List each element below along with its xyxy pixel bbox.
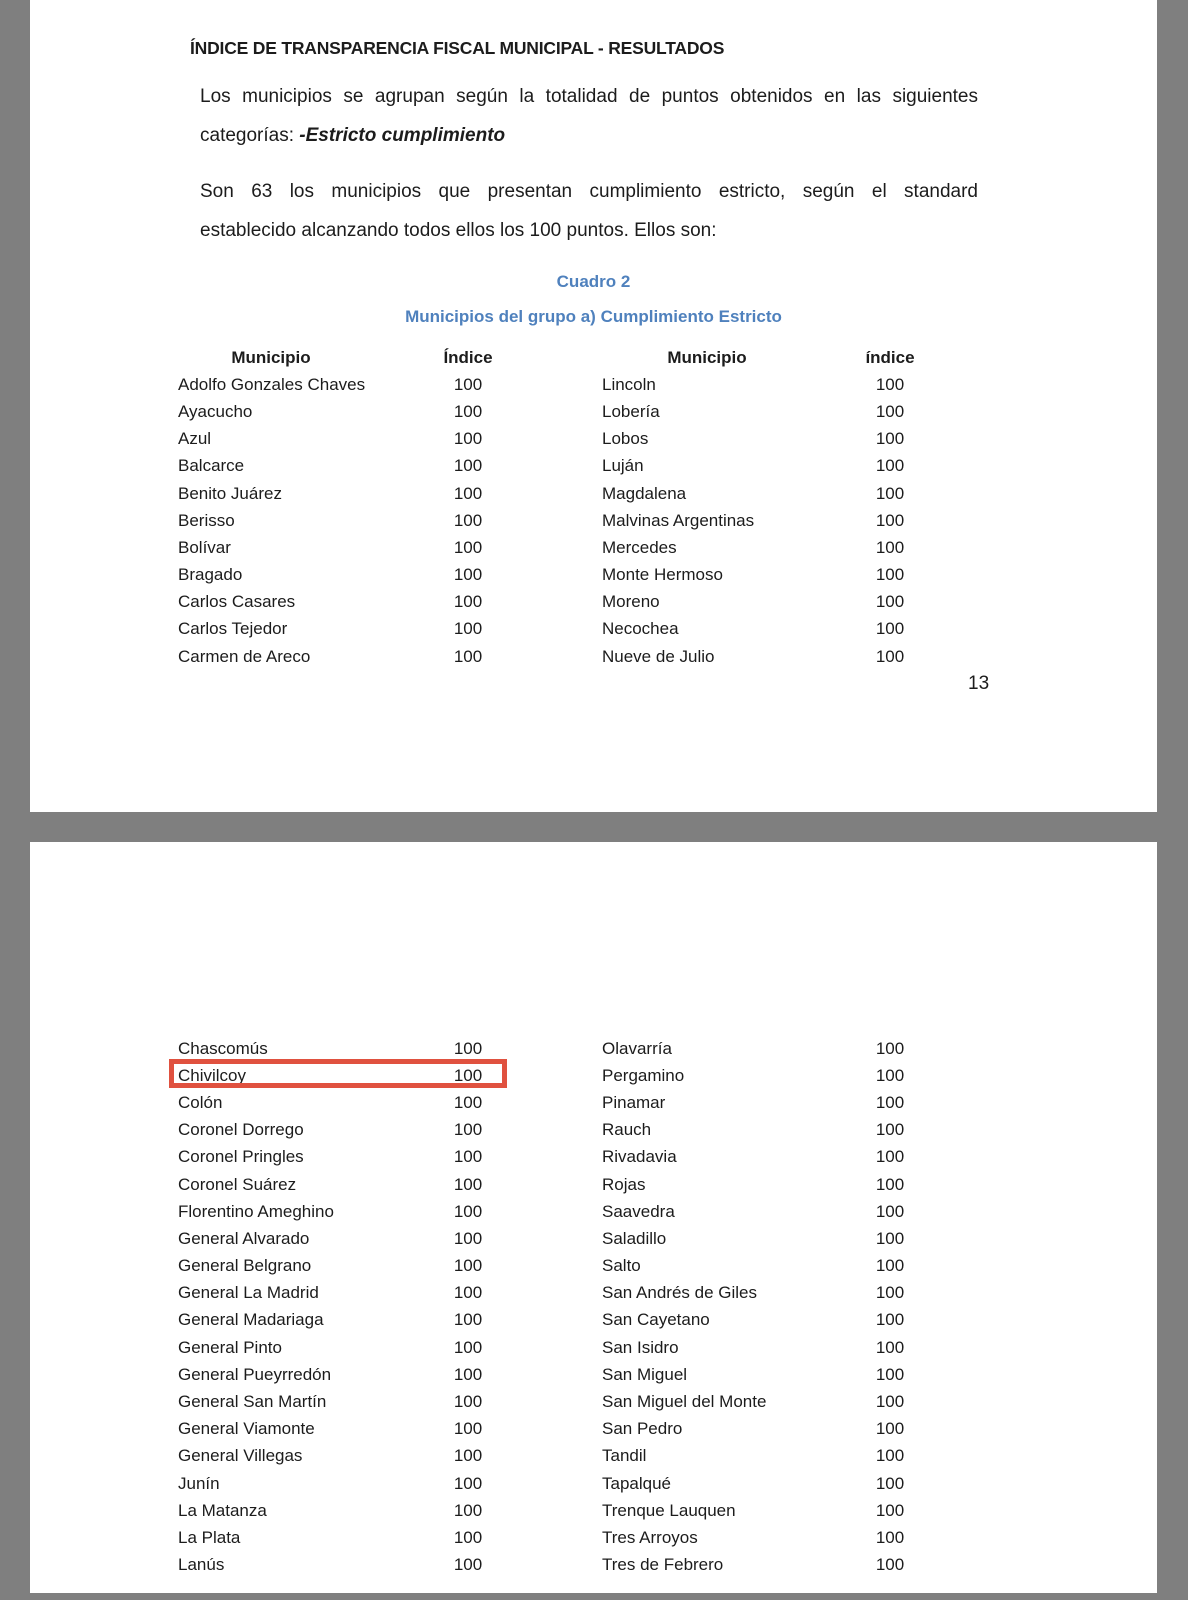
municipality-name: Tres Arroyos [602, 1527, 698, 1547]
municipality-name: Chascomús [178, 1038, 268, 1058]
municipality-name: Coronel Pringles [178, 1147, 304, 1167]
table-row [178, 1225, 936, 1252]
municipality-name: General Alvarado [178, 1228, 310, 1248]
index-value: 100 [875, 1283, 905, 1303]
municipality-name: General Madariaga [178, 1310, 324, 1330]
column-header-indice-right: índice [865, 347, 915, 367]
municipality-name: Nueve de Julio [602, 646, 715, 666]
paragraph-line [200, 117, 978, 156]
municipality-name: Luján [602, 456, 644, 476]
municipality-name: Chivilcoy [178, 1065, 247, 1085]
index-value: 100 [453, 537, 483, 557]
index-value: 100 [453, 1555, 483, 1575]
municipality-name: General Pinto [178, 1337, 282, 1357]
municipality-name: Trenque Lauquen [602, 1500, 736, 1520]
paragraph-text: categorías: [200, 124, 300, 146]
table-row [178, 371, 936, 398]
table-row [178, 1470, 936, 1497]
municipality-name: Azul [178, 429, 212, 449]
table-row [178, 1497, 936, 1524]
municipality-name: Olavarría [602, 1038, 672, 1058]
index-value: 100 [875, 1065, 905, 1085]
index-value: 100 [875, 1174, 905, 1194]
index-value: 100 [453, 1120, 483, 1140]
index-value: 100 [875, 1364, 905, 1384]
municipality-name: Necochea [602, 619, 679, 639]
index-value: 100 [453, 1201, 483, 1221]
table-row [178, 1144, 936, 1171]
municipality-name: Saladillo [602, 1228, 667, 1248]
municipality-name: Monte Hermoso [602, 565, 723, 585]
index-value: 100 [875, 1310, 905, 1330]
index-value: 100 [453, 1500, 483, 1520]
table-row [178, 426, 936, 453]
municipality-name: Colón [178, 1092, 223, 1112]
municipality-name: Magdalena [602, 483, 687, 503]
index-value: 100 [875, 592, 905, 612]
municipality-name: Carlos Tejedor [178, 619, 288, 639]
municipality-name: Rauch [602, 1120, 652, 1140]
municipality-name: Balcarce [178, 456, 245, 476]
index-value: 100 [453, 1419, 483, 1439]
index-value: 100 [453, 1527, 483, 1547]
municipality-name: Malvinas Argentinas [602, 510, 755, 530]
document-page-2 [30, 842, 1157, 1593]
municipality-name: San Pedro [602, 1419, 683, 1439]
municipality-name: Bolívar [178, 537, 231, 557]
municipality-name: Lincoln [602, 374, 656, 394]
index-value: 100 [453, 1364, 483, 1384]
index-value: 100 [875, 401, 905, 421]
paragraph-line: Los municipios se agrupan según la totalidad de puntos obtenidos en las siguientes [200, 86, 978, 107]
municipality-name: Berisso [178, 510, 235, 530]
municipality-name: Benito Juárez [178, 483, 282, 503]
municipality-name: San Andrés de Giles [602, 1283, 757, 1303]
table-row [178, 507, 936, 534]
index-value: 100 [875, 1147, 905, 1167]
index-value: 100 [875, 1446, 905, 1466]
table-row [178, 398, 936, 425]
municipality-table-part-2 [178, 1035, 936, 1579]
table-row [178, 562, 936, 589]
municipality-name: San Isidro [602, 1337, 679, 1357]
table-row [178, 480, 936, 507]
index-value: 100 [453, 1473, 483, 1493]
document-title: ÍNDICE DE TRANSPARENCIA FISCAL MUNICIPAL - RESULTADOS [190, 38, 725, 58]
table-row [178, 1552, 936, 1579]
municipality-name: Florentino Ameghino [178, 1201, 334, 1221]
index-value: 100 [453, 429, 483, 449]
municipality-name: Mercedes [602, 537, 677, 557]
index-value: 100 [453, 374, 483, 394]
municipality-name: General Pueyrredón [178, 1364, 332, 1384]
index-value: 100 [453, 1038, 483, 1058]
index-value: 100 [875, 1092, 905, 1112]
index-value: 100 [453, 1283, 483, 1303]
municipality-name: Pinamar [602, 1092, 666, 1112]
table-row [178, 1280, 936, 1307]
municipality-name: La Plata [178, 1527, 241, 1547]
table-subcaption: Municipios del grupo a) Cumplimiento Estricto [405, 307, 782, 326]
municipality-name: Moreno [602, 592, 660, 612]
municipality-name: Tres de Febrero [602, 1555, 724, 1575]
municipality-name: Tandil [602, 1446, 647, 1466]
index-value: 100 [453, 401, 483, 421]
table-row [178, 643, 936, 670]
index-value: 100 [453, 483, 483, 503]
index-value: 100 [875, 1337, 905, 1357]
table-row [178, 1089, 936, 1116]
index-value: 100 [875, 374, 905, 394]
table-row [178, 1361, 936, 1388]
paragraph-line: establecido alcanzando todos ellos los 100 puntos. Ellos son: [200, 219, 717, 241]
table-row [178, 1062, 936, 1089]
municipality-name: Rojas [602, 1174, 646, 1194]
index-value: 100 [453, 1337, 483, 1357]
table-row [178, 1443, 936, 1470]
table-row [178, 453, 936, 480]
municipality-name: Saavedra [602, 1201, 675, 1221]
index-value: 100 [453, 1256, 483, 1276]
table-row [178, 589, 936, 616]
table-row [178, 1171, 936, 1198]
table-row [178, 1388, 936, 1415]
table-row [178, 1307, 936, 1334]
table-body [178, 1035, 936, 1579]
index-value: 100 [453, 592, 483, 612]
index-value: 100 [875, 1527, 905, 1547]
index-value: 100 [453, 510, 483, 530]
index-value: 100 [453, 1392, 483, 1412]
municipality-name: Bragado [178, 565, 243, 585]
index-value: 100 [453, 1147, 483, 1167]
paragraph-count [200, 173, 978, 250]
index-value: 100 [453, 456, 483, 476]
municipality-name: Lobería [602, 401, 660, 421]
municipality-name: Coronel Dorrego [178, 1120, 304, 1140]
municipality-name: Adolfo Gonzales Chaves [178, 374, 366, 394]
index-value: 100 [875, 537, 905, 557]
index-value: 100 [453, 565, 483, 585]
document-page-1 [30, 0, 1157, 812]
paragraph-intro [200, 78, 978, 155]
municipality-name: Ayacucho [178, 401, 253, 421]
table-row [178, 616, 936, 643]
index-value: 100 [453, 1228, 483, 1248]
index-value: 100 [875, 619, 905, 639]
municipality-name: Junín [178, 1473, 220, 1493]
table-row [178, 1524, 936, 1551]
municipality-name: Tapalqué [602, 1473, 672, 1493]
index-value: 100 [453, 1310, 483, 1330]
paragraph-line: Son 63 los municipios que presentan cumplimiento estricto, según el standard [200, 181, 978, 202]
column-header-indice-left: Índice [443, 347, 493, 367]
municipality-name: Carmen de Areco [178, 646, 311, 666]
index-value: 100 [453, 1065, 483, 1085]
municipality-table-part-1 [178, 344, 936, 670]
municipality-name: San Cayetano [602, 1310, 710, 1330]
index-value: 100 [453, 619, 483, 639]
municipality-name: Coronel Suárez [178, 1174, 297, 1194]
municipality-name: General Belgrano [178, 1256, 312, 1276]
municipality-name: General Villegas [178, 1446, 303, 1466]
index-value: 100 [875, 646, 905, 666]
municipality-name: Salto [602, 1256, 641, 1276]
index-value: 100 [875, 1038, 905, 1058]
municipality-name: San Miguel del Monte [602, 1392, 767, 1412]
index-value: 100 [875, 429, 905, 449]
index-value: 100 [875, 1500, 905, 1520]
index-value: 100 [875, 1228, 905, 1248]
index-value: 100 [875, 1555, 905, 1575]
index-value: 100 [875, 1419, 905, 1439]
column-header-municipio-left: Municipio [231, 347, 311, 367]
column-header-municipio-right: Municipio [667, 347, 747, 367]
table-row [178, 1253, 936, 1280]
index-value: 100 [875, 1256, 905, 1276]
index-value: 100 [875, 510, 905, 530]
index-value: 100 [875, 1120, 905, 1140]
municipality-name: General Viamonte [178, 1419, 315, 1439]
municipality-name: Carlos Casares [178, 592, 296, 612]
municipality-name: General San Martín [178, 1392, 327, 1412]
table-row [178, 534, 936, 561]
index-value: 100 [453, 1174, 483, 1194]
table-row [178, 1198, 936, 1225]
table-row [178, 1035, 936, 1062]
index-value: 100 [875, 456, 905, 476]
municipality-name: Rivadavia [602, 1147, 677, 1167]
table-caption: Cuadro 2 [556, 272, 631, 291]
index-value: 100 [453, 1446, 483, 1466]
municipality-name: General La Madrid [178, 1283, 319, 1303]
index-value: 100 [875, 1201, 905, 1221]
municipality-name: Pergamino [602, 1065, 685, 1085]
index-value: 100 [875, 1473, 905, 1493]
table-header-row [178, 344, 936, 371]
index-value: 100 [453, 1092, 483, 1112]
municipality-name: La Matanza [178, 1500, 267, 1520]
table-row [178, 1416, 936, 1443]
page-number: 13 [968, 673, 990, 694]
municipality-name: Lanús [178, 1555, 225, 1575]
municipality-name: San Miguel [602, 1364, 688, 1384]
index-value: 100 [453, 646, 483, 666]
table-row [178, 1117, 936, 1144]
index-value: 100 [875, 483, 905, 503]
table-row [178, 1334, 936, 1361]
table-body [178, 371, 936, 670]
category-emphasis: -Estricto cumplimiento [299, 124, 506, 146]
index-value: 100 [875, 565, 905, 585]
index-value: 100 [875, 1392, 905, 1412]
municipality-name: Lobos [602, 429, 649, 449]
